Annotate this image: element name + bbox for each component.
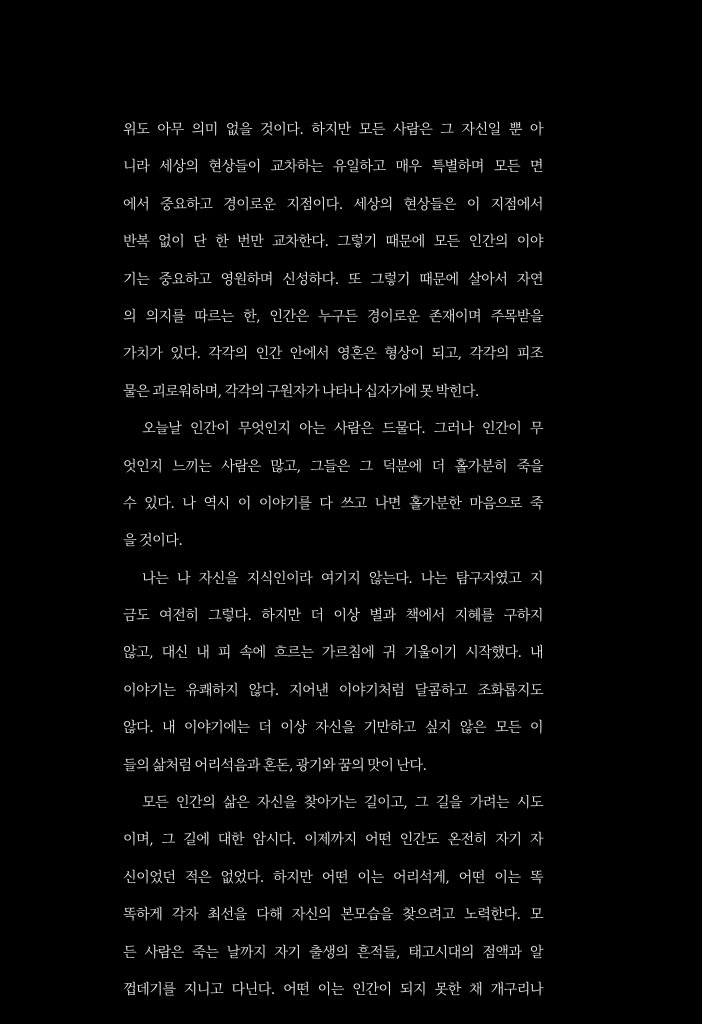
text-line: 들의 삶처럼 어리석음과 혼돈, 광기와 꿈의 맛이 난다.	[123, 757, 427, 774]
text-line: 이야기는 유쾌하지 않다. 지어낸 이야기처럼 달콤하고 조화롭지도	[123, 682, 543, 699]
text-line: 신이었던 적은 없었다. 하지만 어떤 이는 어리석게, 어떤 이는 똑	[123, 869, 543, 886]
text-line: 않다. 내 이야기에는 더 이상 자신을 기만하고 싶지 않은 모든 이	[123, 720, 543, 737]
paragraph-start-line: 오늘날 인간이 무엇인지 아는 사람은 드물다. 그러나 인간이 무	[142, 421, 543, 438]
text-line: 위도 아무 의미 없을 것이다. 하지만 모든 사람은 그 자신일 뿐 아	[123, 122, 543, 138]
text-line: 똑하게 각자 최선을 다해 자신의 본모습을 찾으려고 노력한다. 모	[123, 907, 543, 924]
text-line: 에서 중요하고 경이로운 지점이다. 세상의 현상들은 이 지점에서	[123, 196, 543, 213]
text-line: 가치가 있다. 각각의 인간 안에서 영혼은 형상이 되고, 각각의 피조	[123, 346, 543, 363]
text-line: 이며, 그 길에 대한 암시다. 이제까지 어떤 인간도 온전히 자기 자	[123, 832, 543, 849]
text-line: 엇인지 느끼는 사람은 많고, 그들은 그 덕분에 더 홀가분히 죽을	[123, 458, 543, 475]
text-line: 니라 세상의 현상들이 교차하는 유일하고 매우 특별하며 모든 면	[123, 159, 543, 176]
text-line: 든 사람은 죽는 날까지 자기 출생의 흔적들, 태고시대의 점액과 알	[123, 944, 543, 961]
text-line: 물은 괴로워하며, 각각의 구원자가 나타나 십자가에 못 박힌다.	[123, 383, 479, 400]
body-text	[123, 112, 543, 1009]
paragraph-start-line: 모든 인간의 삶은 자신을 찾아가는 길이고, 그 길을 가려는 시도	[142, 795, 543, 812]
text-line: 기는 중요하고 영원하며 신성하다. 또 그렇기 때문에 살아서 자연	[123, 271, 543, 288]
paragraph-start-line: 나는 나 자신을 지식인이라 여기지 않는다. 나는 탐구자였고 지	[142, 570, 543, 587]
text-line: 수 있다. 나 역시 이 이야기를 다 쓰고 나면 홀가분한 마음으로 죽	[123, 495, 543, 512]
text-line: 반복 없이 단 한 번만 교차한다. 그렇기 때문에 모든 인간의 이야	[123, 234, 543, 251]
text-line: 않고, 대신 내 피 속에 흐르는 가르침에 귀 기울이기 시작했다. 내	[123, 645, 543, 662]
text-line: 금도 여전히 그렇다. 하지만 더 이상 별과 책에서 지혜를 구하지	[123, 608, 543, 625]
text-line: 껍데기를 지니고 다닌다. 어떤 이는 인간이 되지 못한 채 개구리나	[123, 981, 543, 998]
text-line: 의 의지를 따르는 한, 인간은 누구든 경이로운 존재이며 주목받을	[123, 308, 543, 325]
text-line: 을 것이다.	[123, 533, 183, 550]
